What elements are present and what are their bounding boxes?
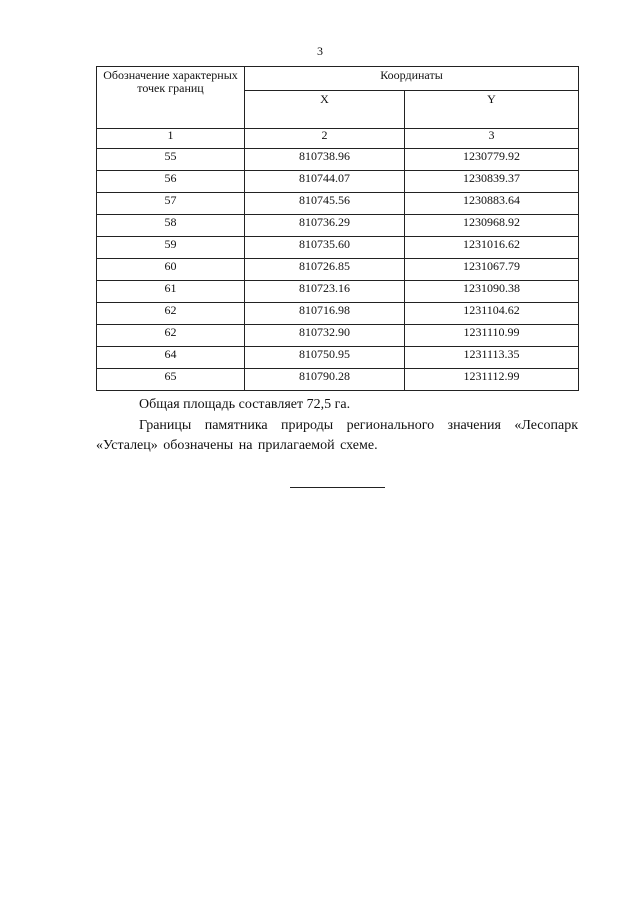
- column-number: 3: [405, 129, 579, 149]
- point-id-cell: 65: [97, 369, 245, 391]
- table-row: [97, 303, 579, 325]
- table-row: [97, 149, 579, 171]
- x-coordinate-cell: 810750.95: [245, 347, 405, 369]
- point-id-cell: 55: [97, 149, 245, 171]
- point-id-cell: 56: [97, 171, 245, 193]
- x-coordinate-cell: 810738.96: [245, 149, 405, 171]
- point-id-cell: 62: [97, 325, 245, 347]
- table-row: [97, 215, 579, 237]
- x-coordinate-cell: 810716.98: [245, 303, 405, 325]
- table-row: [97, 259, 579, 281]
- y-coordinate-cell: 1231104.62: [405, 303, 579, 325]
- table-row: [97, 237, 579, 259]
- page-number: 3: [317, 44, 323, 58]
- point-id-cell: 64: [97, 347, 245, 369]
- y-coordinate-cell: 1231067.79: [405, 259, 579, 281]
- header-x: X: [245, 91, 405, 129]
- x-coordinate-cell: 810736.29: [245, 215, 405, 237]
- column-number-row: [97, 129, 579, 149]
- table-row: [97, 369, 579, 391]
- x-coordinate-cell: 810744.07: [245, 171, 405, 193]
- header-coordinates: Координаты: [245, 67, 579, 91]
- x-coordinate-cell: 810745.56: [245, 193, 405, 215]
- x-coordinate-cell: 810732.90: [245, 325, 405, 347]
- point-id-cell: 58: [97, 215, 245, 237]
- header-y: Y: [405, 91, 579, 129]
- point-id-cell: 62: [97, 303, 245, 325]
- y-coordinate-cell: 1230779.92: [405, 149, 579, 171]
- table-row: [97, 193, 579, 215]
- y-coordinate-cell: 1231090.38: [405, 281, 579, 303]
- point-id-cell: 61: [97, 281, 245, 303]
- total-area-paragraph: Общая площадь составляет 72,5 га.: [139, 397, 351, 412]
- table-row: [97, 171, 579, 193]
- x-coordinate-cell: 810790.28: [245, 369, 405, 391]
- x-coordinate-cell: 810735.60: [245, 237, 405, 259]
- table-row: [97, 281, 579, 303]
- point-id-cell: 59: [97, 237, 245, 259]
- point-id-cell: 60: [97, 259, 245, 281]
- table-row: [97, 347, 579, 369]
- table-row: [97, 325, 579, 347]
- y-coordinate-cell: 1230883.64: [405, 193, 579, 215]
- point-id-cell: 57: [97, 193, 245, 215]
- y-coordinate-cell: 1231016.62: [405, 237, 579, 259]
- y-coordinate-cell: 1230839.37: [405, 171, 579, 193]
- y-coordinate-cell: 1231110.99: [405, 325, 579, 347]
- coordinates-table: [96, 66, 579, 391]
- column-number: 2: [245, 129, 405, 149]
- y-coordinate-cell: 1231113.35: [405, 347, 579, 369]
- header-designation: Обозначение характерных точек границ: [97, 67, 245, 129]
- x-coordinate-cell: 810726.85: [245, 259, 405, 281]
- y-coordinate-cell: 1231112.99: [405, 369, 579, 391]
- boundaries-paragraph: Границы памятника природы регионального значения «Лесопарк «Усталец» обозначены на прилагаемой схеме.: [96, 418, 578, 453]
- x-coordinate-cell: 810723.16: [245, 281, 405, 303]
- column-number: 1: [97, 129, 245, 149]
- y-coordinate-cell: 1230968.92: [405, 215, 579, 237]
- closing-rule: [290, 487, 385, 488]
